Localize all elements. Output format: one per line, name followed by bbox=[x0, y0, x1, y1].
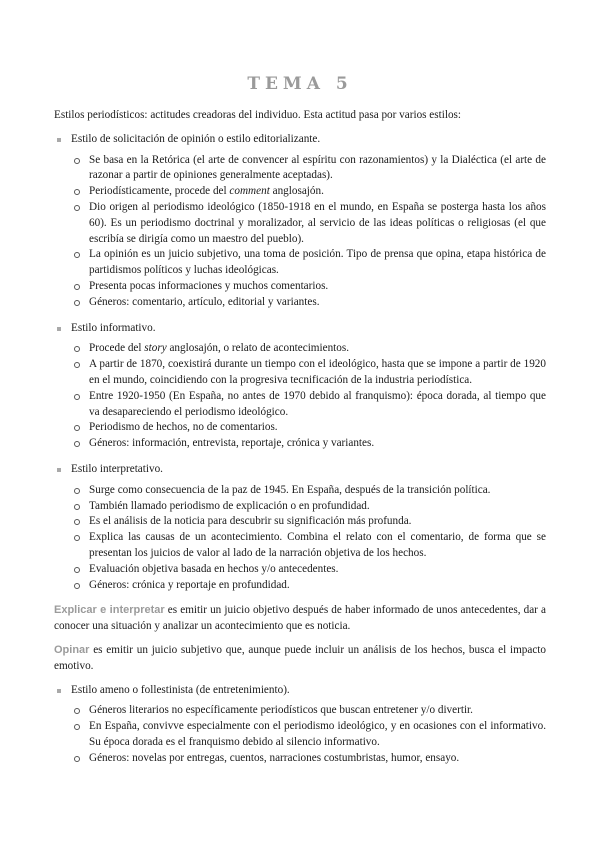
list-item: Géneros literarios no específicamente periodísticos que buscan entretener y/o divertir. bbox=[71, 703, 546, 719]
document-page bbox=[54, 72, 546, 776]
list-item: Géneros: novelas por entregas, cuentos, narraciones costumbristas, humor, ensayo. bbox=[71, 751, 546, 767]
section-label: Estilo interpretativo. bbox=[71, 462, 163, 475]
list-item: Géneros: crónica y reportaje en profundidad. bbox=[71, 578, 546, 594]
list-item: Evaluación objetiva basada en hechos y/o antecedentes. bbox=[71, 562, 546, 578]
term-highlight: Opinar bbox=[54, 643, 90, 656]
section-label: Estilo de solicitación de opinión o estilo editorializante. bbox=[71, 132, 321, 145]
list-item: Dio origen al periodismo ideológico (1850-1918 en el mundo, en España se posterga hasta los años 60). Es un periodismo doctrinal y moralizador, al servicio de las ideas políticas o religiosas (el que escribía se dirigía como un maestro del pueblo). bbox=[71, 200, 546, 247]
list-item: En España, convivve especialmente con el periodismo ideológico, y en ocasiones con el informativo. Su época dorada es el franquismo debido al silencio informativo. bbox=[71, 719, 546, 751]
list-item: Periodísticamente, procede del comment anglosajón. bbox=[71, 184, 546, 200]
section-label: Estilo ameno o follestinista (de entretenimiento). bbox=[71, 683, 290, 696]
list-item: Periodismo de hechos, no de comentarios. bbox=[71, 420, 546, 436]
list-item: La opinión es un juicio subjetivo, una toma de posición. Tipo de prensa que opina, etapa histórica de partidismos políticos y luchas ideológicas. bbox=[71, 247, 546, 279]
list-item: Se basa en la Retórica (el arte de convencer al espíritu con razonamientos) y la Dialéctica (el arte de razonar a partir de opiniones generalmente aceptadas). bbox=[71, 153, 546, 185]
list-item: Entre 1920-1950 (En España, no antes de 1970 debido al franquismo): época dorada, al tiempo que va desapareciendo el periodismo ideológico. bbox=[71, 389, 546, 421]
styles-list-2 bbox=[54, 683, 546, 767]
list-item: Es el análisis de la noticia para descubrir su significación más profunda. bbox=[71, 514, 546, 530]
style-item-entertainment bbox=[54, 683, 546, 767]
paragraph-opinar: Opinar es emitir un juicio subjetivo que, aunque puede incluir un análisis de los hechos, busca el impacto emotivo. bbox=[54, 643, 546, 672]
list-item: A partir de 1870, coexistirá durante un tiempo con el ideológico, hasta que se impone a partir de 1920 en el mundo, coincidiendo con la progresiva tecnificación de la industria periodística. bbox=[71, 357, 546, 389]
list-item: Surge como consecuencia de la paz de 1945. En España, después de la transición política. bbox=[71, 483, 546, 499]
term-highlight: Explicar e interpretar bbox=[54, 604, 165, 617]
style-item-interpretive bbox=[54, 462, 546, 593]
list-item: Explica las causas de un acontecimiento. Combina el relato con el comentario, de forma que se presentan los juicios de valor al lado de la narración objetiva de los hechos. bbox=[71, 530, 546, 562]
page-title: TEMA 5 bbox=[247, 74, 353, 94]
style-item-informative bbox=[54, 321, 546, 452]
intro-text: Estilos periodísticos: actitudes creadoras del individuo. Esta actitud pasa por varios estilos: bbox=[54, 109, 462, 121]
sublist bbox=[71, 483, 546, 594]
sublist bbox=[71, 703, 546, 766]
styles-list bbox=[54, 132, 546, 594]
section-label: Estilo informativo. bbox=[71, 321, 156, 334]
sublist bbox=[71, 341, 546, 452]
list-item: Procede del story anglosajón, o relato de acontecimientos. bbox=[71, 341, 546, 357]
list-item: Presenta pocas informaciones y muchos comentarios. bbox=[71, 279, 546, 295]
list-item: Géneros: comentario, artículo, editorial y variantes. bbox=[71, 295, 546, 311]
list-item: También llamado periodismo de explicación o en profundidad. bbox=[71, 499, 546, 515]
sublist bbox=[71, 153, 546, 311]
style-item-editorial bbox=[54, 132, 546, 311]
paragraph-explicar: Explicar e interpretar es emitir un juicio objetivo después de haber informado de unos antecedentes, dar a conocer una situación y analizar un acontecimiento que es noticia. bbox=[54, 604, 546, 633]
list-item: Géneros: información, entrevista, reportaje, crónica y variantes. bbox=[71, 436, 546, 452]
